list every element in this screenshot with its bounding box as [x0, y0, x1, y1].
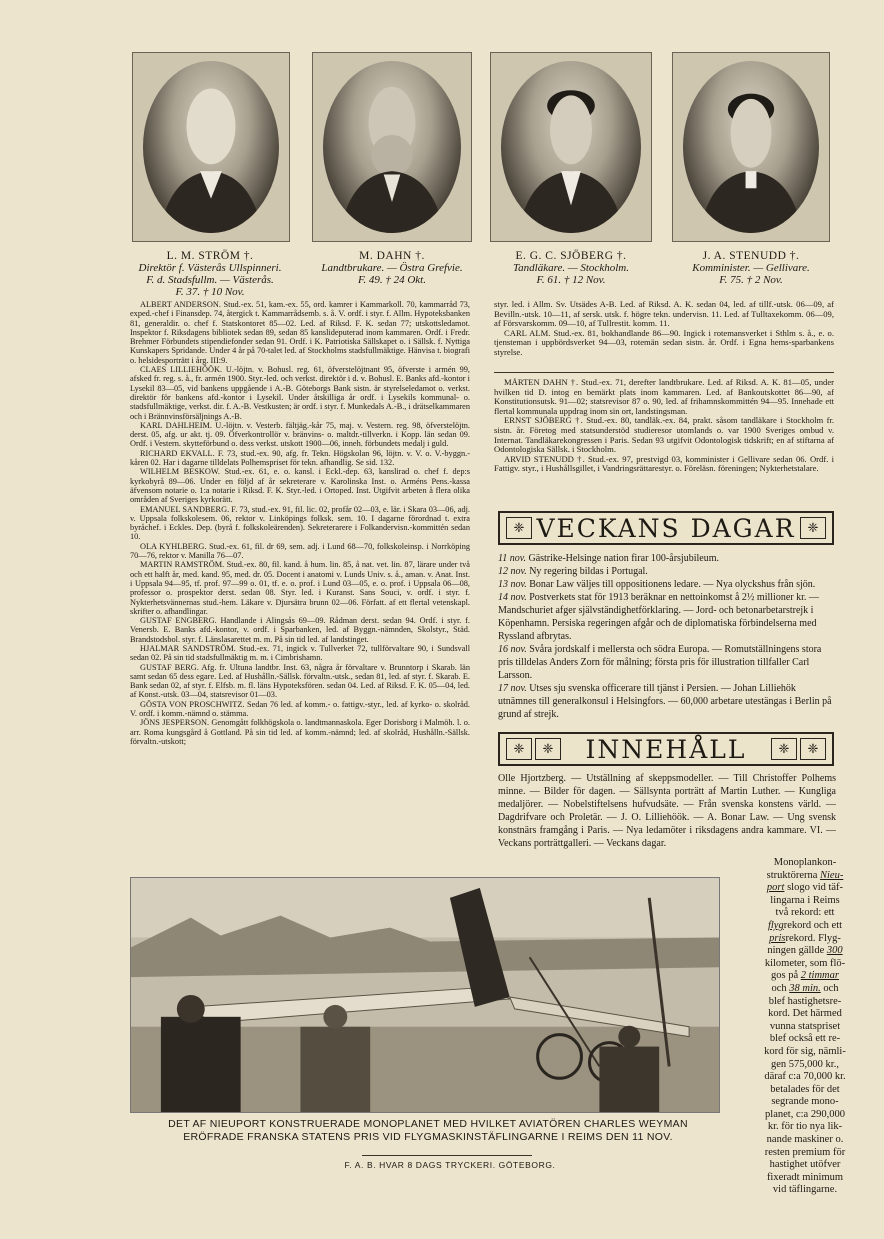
biography-paragraph: WILHELM BESKOW. Stud.-ex. 61, e. o. kansl. i Eckl.-dep. 63, kanslirad o. chef f. dep:s kyrkobyrå 89—06. Under en följd af år sekreterare v. Karolinska Inst. o. Arméns Pens.-kassa äfvensom notarie o. 1:a notarie i Riksd. F. K. Styr.-led. i Ortoped. Inst. Utgifvit arbeten å flera olika områden af Sveriges kyrkorätt.	[130, 467, 470, 505]
ornament-icon: ❈	[535, 738, 561, 760]
side-text: betalades för det	[770, 1083, 840, 1095]
news-text: Svåra jordskalf i mellersta och södra Europa. — Romutställningens stora pris tilldelas Anders Zorn för målning; första pris för illustration tillfaller Carl Larsson.	[498, 644, 822, 681]
portrait-line: F. 61. † 12 Nov.	[536, 274, 606, 286]
portrait-line: F. d. Stadsfullm. — Västerås.	[146, 274, 274, 286]
news-text: Gästrike-Helsinge nation firar 100-årsjubileum.	[528, 553, 719, 564]
photo-caption	[128, 1118, 728, 1144]
portrait-photo	[143, 61, 279, 233]
side-text: rekord. Flyg-	[785, 932, 841, 944]
news-date: 11 nov.	[498, 553, 526, 564]
footer-rule	[362, 1155, 532, 1156]
portrait-line: F. 75. † 2 Nov.	[719, 274, 783, 286]
side-text: rekord och ett	[783, 919, 843, 931]
side-text: struktörerna	[766, 869, 818, 881]
portrait-line: F. 49. † 24 Okt.	[358, 274, 426, 286]
news-date: 16 nov.	[498, 644, 527, 655]
biography-paragraph: GUSTAF ENGBERG. Handlande i Alingsås 69—09. Rådman derst. sedan 94. Ordf. i styr. f. Venersb. E. Banks afd.-kontor, v. ordf. i Sparbanken, led. af Byggn.-nämnden, Skolstyr., Städ. Brandstodsbol. styr. f. Länslasarettet m. m. På sin tid led. af landstinget.	[130, 616, 470, 644]
biography-paragraph: KARL DAHLHEIM. U.-löjtn. v. Vesterb. fältjäg.-kår 75, maj. v. Vestern. reg. 98, öfverstelöjtn. derst. 05, afg. ur akt. tj. 09. Öfverkontrollör v. bränvins- o. maltdr.-tillverkn. i Kopp. län sedan 09. Ordf. i Vestern. skytteförbund o. dess verkst. utskott 1900—06, inneh. förbundets medalj i guld.	[130, 420, 470, 449]
side-text: kr. för tio nya lik-	[767, 1121, 843, 1133]
side-text: 2 timmar	[800, 970, 839, 982]
monoplane-photo	[130, 877, 720, 1113]
ornament-icon: ❈	[771, 738, 797, 760]
side-text: ningen gällde	[767, 945, 825, 957]
ornament-group	[771, 738, 826, 760]
side-text: blef också ett re-	[769, 1033, 841, 1045]
news-text: Ny regering bildas i Portugal.	[529, 566, 648, 577]
side-text: 38 min.	[789, 982, 821, 994]
biographies-right-top	[494, 300, 834, 366]
side-text: 300	[826, 945, 843, 957]
ornament-icon: ❈	[506, 738, 532, 760]
biography-paragraph: CARL ALM. Stud.-ex. 81, bokhandlande 86—90. Ingick i rotemansverket i Sthlm s. å., e. o. tjensteman i uppbördsverket 94—03, rotemän sedan sistn. år. Ordf. i Egna hems-sparbankens styrelse.	[494, 327, 834, 357]
biography-paragraph: GUSTAF BERG. Afg. fr. Ultuna landtbr. Inst. 63, några år förvaltare v. Brunntorp i Skarab. län samt sedan 65 dess egare. Led. af Hushålln.-Sällsk. förvaltn.-utsk., sedan 81, led. af styr. f. Skarab. E. Bank sedan 02, af styr. f. Elfsb. m. fl. läns Hypoteksfören. sedan 04. Led. af Riksd. F. K. 05—04, led. af Konst.-utsk. 03—04, statsrevisor 01—03.	[130, 662, 470, 700]
banner-title: INNEHÅLL	[585, 734, 747, 764]
printer-footer: F. A. B. HVAR 8 DAGS TRYCKERI. GÖTEBORG.	[344, 1160, 556, 1170]
news-entry	[498, 591, 836, 643]
biography-paragraph: GÖSTA VON PROSCHWITZ. Sedan 76 led. af komm.- o. fattigv.-styr., led. af kyrko- o. skolråd. V. ordf. i komm.-nämnd o. stämma.	[130, 699, 470, 719]
portrait-dahn	[312, 52, 472, 242]
ornament-group	[506, 738, 561, 760]
news-entry	[498, 682, 836, 721]
news-date: 17 nov.	[498, 683, 527, 694]
caption-sjoberg	[480, 250, 662, 286]
side-text: blef hastighetsre-	[768, 995, 842, 1007]
side-text: däraf c:a 70,000 kr.	[764, 1071, 846, 1083]
biographies-left-column	[130, 300, 470, 860]
news-text: Bonar Law väljes till oppositionens ledare. — Nya olyckshus från sjön.	[529, 579, 816, 590]
obituary-paragraph: MÅRTEN DAHN †. Stud.-ex. 71, derefter landtbrukare. Led. af Riksd. A. K. 81—05, under hvilken tid D. intog en bemärkt plats inom kammaren. Led. af Bankoutskottet 86—90, af Konstitutionsutsk. 91—02; statsrevisor 87 o. 90, led. af frihamnskommittén 94—95. Innehade ett flertal kommunala uppdrag inom sin ort, landstingsman.	[494, 378, 834, 416]
side-text: pris	[769, 932, 786, 944]
side-text: gen 575,000 kr.,	[771, 1058, 839, 1070]
news-entry	[498, 578, 836, 591]
side-text: segrande mono-	[771, 1096, 839, 1108]
biography-paragraph: HJALMAR SANDSTRÖM. Stud.-ex. 71, ingick v. Tullverket 72, tullförvaltare 90, i Sundsvall sedan 02. På sin tid stadsfullmäktig m. m. i Cimbrishamn.	[130, 643, 470, 663]
portrait-line: Landtbrukare. — Östra Grefvie.	[321, 262, 463, 274]
side-text: port	[766, 882, 785, 894]
side-text: två rekord: ett	[775, 907, 835, 919]
news-date: 12 nov.	[498, 566, 527, 577]
side-text: gos på	[771, 970, 799, 982]
obituary-paragraph: ARVID STENUDD †. Stud.-ex. 97, prestvigd 03, komminister i Gellivare sedan 06. Ordf. i Fattigv. styr., i Hushållsgillet, i Vandringsrättarestyr. o. Föreläsn. föreningen; Nykterhetstalare.	[494, 453, 834, 474]
ornament-icon: ❈	[800, 738, 826, 760]
caption-dahn	[300, 250, 484, 286]
news-text: Utses sju svenska officerare till tjänst i Persien. — Johan Lilliehök utnämnes till generalkonsul i Helsingfors. — 60,000 arbetare utestängas i Berlin på grund af strejk.	[498, 683, 832, 720]
portrait-photo	[323, 61, 461, 233]
portrait-name: J. A. STENUDD †.	[702, 250, 800, 262]
innehall-contents	[498, 772, 836, 854]
obituaries-right	[494, 378, 834, 502]
side-text: lingarna i Reims	[770, 894, 840, 906]
side-text: kord. Det härmed	[768, 1008, 842, 1020]
biography-paragraph: MARTIN RAMSTRÖM. Stud.-ex. 80, fil. kand. å hum. lin. 85, å nat. vet. lin. 87, lärare under två och ett halft år, med. kand. 95, med. dr. 05. Docent i anatomi v. Lunds Univ. s. å., aman. v. Anat. Inst. i Uppsala 94—95, tf. prof. 97—99 o. 01, tf. e. o. prof. i Lund 03—05, e. o. prof. i Uppsala 06—08, professor o. prospektor derst. sedan 08. Styr. led. i Kuranst. Sans Souci, v. ordf. i styr. f. Nykterhetsvännernas stud.-hem. Läkare v. Djursätra brunn 02—06. Författ. af ett flertal vetenskapl. skrifter o. afhandlingar.	[130, 560, 470, 616]
side-text: Nieu-	[820, 869, 844, 881]
news-entry	[498, 552, 836, 565]
portrait-strom	[132, 52, 290, 242]
portrait-line: Komminister. — Gellivare.	[692, 262, 810, 274]
biography-paragraph: JÖNS JESPERSON. Genomgått folkhögskola o. landtmannaskola. Eger Dorisborg i Malmöh. l. o. arr. Roma kungsgård å Gottland. På sin tid led. af komm.-nämnd; led. af skolråd, Hushålln.-Sällsk. förvaltn.-utskott;	[130, 718, 470, 746]
ornament-icon: ❈	[800, 517, 826, 539]
news-entry	[498, 565, 836, 578]
monoplane-photo-illustration	[131, 878, 719, 1112]
veckans-dagar-list	[498, 552, 836, 722]
biography-paragraph: ALBERT ANDERSON. Stud.-ex. 51, kam.-ex. 55, ord. kamrer i Kammarkoll. 70, kammarråd 73, exped.-chef i Finansdep. 74, återgick t. Kammarrådsemb. s. å. V. ordf. i styr. f. Allm. Hypoteksbanken 81, generaldir. o. chef f. Statskontoret 85—02. Led. af Riksd. F. K. sedan 77; utskottsledamot. Inspektor f. Riksdagens bibliotek sedan 89, sedan 85 kanslideputerad inom kammaren. Ordf. i Fredr. Brehmer Förbundets stipendiefonder sedan 91. Ordf. i K. Patriotiska Sällskapet o. i Sällsk. f. Nyttiga Kunskapers Spridande. Under 4 år på 70-talet led. af Stockholms stadsfullmäktige. Hänvisa t. biografi o. helsidesporträtt i årg. III:9.	[130, 300, 470, 365]
news-date: 14 nov.	[498, 592, 527, 603]
biography-paragraph: RICHARD EKVALL. F. 73, stud.-ex. 90, afg. fr. Tekn. Högskolan 96, löjtn. v. V. o. V.-byggn.-kåren 02. Har i dagarne tilldelats Polhemspriset för tekn. afhandlig. Se sid. 132.	[130, 448, 470, 468]
biography-paragraph: CLAES LILLIEHÖÖK. U.-löjtn. v. Bohusl. reg. 61, öfverstelöjtnant 95, öfverste i armén 99, afsked fr. reg. s. å., fr. armén 1900. Styr.-led. och verkst. direktör i d. v. Bohusl. E. Banks afd.-kontor i Lysekil 83—05, vid bankens uppgående i A.-B. Göteborgs Bank sistn. är styrelseledamot o. verkst. direktör för bankens afd.-kontor i Lysekil. Under åtskilliga år ordf. i Lysekils kommunal- o. stadsfullmäktige, verkst. dir. f. A.-B. Vestkusten; är ordf. i styr. f. Munkedals A.-B., i drätselkammaren och i Brännvinsförsäljnings A.-B.	[130, 365, 470, 421]
portrait-line: Direktör f. Västerås Ullspinneri.	[138, 262, 282, 274]
section-divider	[494, 372, 834, 373]
side-text: fixeradt minimum	[766, 1171, 844, 1183]
portrait-photo	[683, 61, 819, 233]
portrait-name: L. M. STRÖM †.	[166, 250, 254, 262]
portrait-line: F. 37. † 10 Nov.	[175, 286, 245, 298]
side-text: nande maskiner o.	[766, 1134, 844, 1146]
news-text: Postverkets stat för 1913 beräknar en nettoinkomst å 2½ millioner kr. — Mandschuriet afger självständighetförklaring. — Jord- och betonarbetarstrejk i Köpenhamn. Persiska regeringen afgår och de diplomatiska förbindelserna med Ryssland afbrytas.	[498, 592, 819, 642]
portrait-sjoberg	[490, 52, 652, 242]
ornament-icon: ❈	[506, 517, 532, 539]
portrait-line: Tandläkare. — Stockholm.	[513, 262, 629, 274]
photo-caption-line: ERÖFRADE FRANSKA STATENS PRIS VID FLYGMASKINSTÄFLINGARNE I REIMS DEN 11 NOV.	[183, 1131, 673, 1143]
side-text: kilometer, som flö-	[764, 957, 846, 969]
obituary-paragraph: ERNST SJÖBERG †. Stud.-ex. 80, tandläk.-ex. 84, prakt. såsom tandläkare i Stockholm fr. sistn. år. Företog med statsunderstöd studieresor utomlands o. var 1900 Sveriges ombud v. Internat. Tandläkarekongressen i Paris. Sedan 93 utgifvit Odontologisk tidskrift; en af stiftarna af Odontologiska Sällsk. i Stockholm.	[494, 415, 834, 455]
side-text: vunna statspriset	[769, 1020, 841, 1032]
side-text: hastighet utöfver	[769, 1159, 841, 1171]
biography-paragraph: EMANUEL SANDBERG. F. 73, stud.-ex. 91, fil. lic. 02, profår 02—03, e. lär. i Skara 03—06, adj. v. Uppsala folkskolesem. 06, rektor v. Linköpings folksk. sem. 10. I dagarne förordnad t. extra byråchef. i Eckles. Dep. (byrå f. folkskoleärenden). Sekreterarere i Folkandervisn.-kommittén sedan 10.	[130, 504, 470, 542]
innehall-banner	[498, 732, 834, 766]
side-text: Monoplankon-	[773, 857, 837, 868]
photo-caption-line: DET AF NIEUPORT KONSTRUERADE MONOPLANET MED HVILKET AVIATÖREN CHARLES WEYMAN	[168, 1118, 688, 1130]
portrait-name: M. DAHN †.	[359, 250, 425, 262]
biography-paragraph: OLA KYHLBERG. Stud.-ex. 61, fil. dr 69, sem. adj. i Lund 68—70, folkskoleinsp. i Norrköping 70—76, rektor v. Manilla 76—07.	[130, 541, 470, 561]
caption-strom	[120, 250, 300, 298]
side-text: resten premium för	[764, 1146, 846, 1158]
side-text: flyg	[767, 919, 784, 931]
veckans-dagar-banner	[498, 511, 834, 545]
side-text: och	[823, 982, 839, 994]
monoplane-side-text	[764, 857, 846, 1197]
side-text: vid täflingarne.	[772, 1184, 838, 1196]
side-text: planet, c:a 290,000	[765, 1108, 845, 1120]
banner-title: VECKANS DAGAR	[536, 513, 796, 543]
side-text: slogo vid täf-	[787, 882, 844, 894]
contents-text: Olle Hjortzberg. — Utställning af skeppsmodeller. — Till Christoffer Polhems minne. — Bilder för dagen. — Sällsynta porträtt af Martin Luther. — Kungliga medaljörer. — Nobelstiftelsens hufvudsäte. — Från svenska konstens värld. — Dagdrifvare och Proletär. — J. O. Lilliehöök. — A. Bonar Law. — Ung svensk konstnärs framgång i Paris. — Nya ledamöter i riksdagens andra kammare. VI. — Veckans porträttgalleri. — Veckans dagar.	[498, 773, 836, 849]
news-date: 13 nov.	[498, 579, 527, 590]
portrait-photo	[501, 61, 641, 233]
caption-stenudd	[660, 250, 842, 286]
portrait-stenudd	[672, 52, 830, 242]
news-entry	[498, 643, 836, 682]
biography-paragraph: styr. led. i Allm. Sv. Utsädes A-B. Led. af Riksd. A. K. sedan 04, led. af tillf.-utsk. 06—09, af Bevilln.-utsk. 10—11, af sersk. utsk. f. högre tekn. undervisn. 11. Led. af Tulltaxekomm. 06—09, af Försvarskomm. 09—10, af Tullrestit. komm. 11.	[494, 300, 834, 329]
portrait-name: E. G. C. SJÖBERG †.	[515, 250, 627, 262]
side-text: och	[771, 982, 787, 994]
side-text: kord för sig, nämli-	[764, 1045, 846, 1057]
